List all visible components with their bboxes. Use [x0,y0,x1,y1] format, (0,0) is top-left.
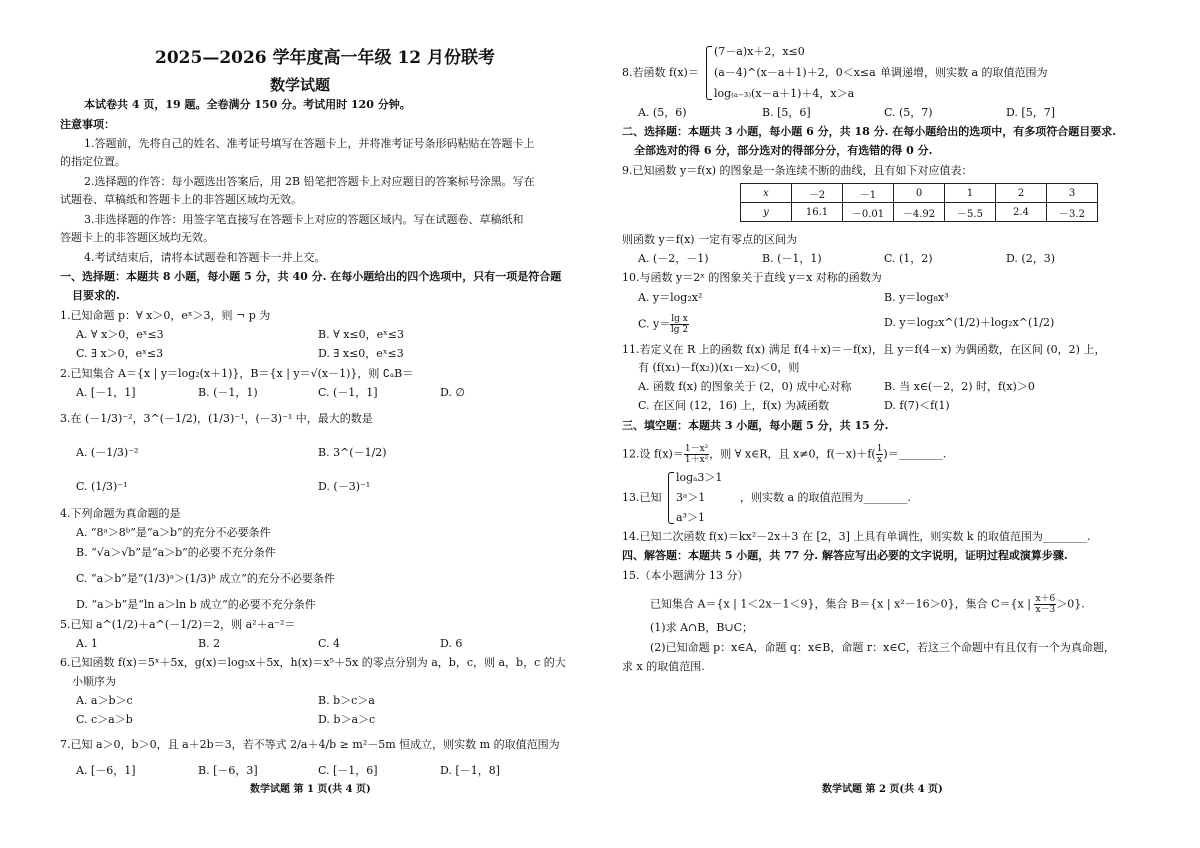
table-cell: 2 [996,184,1047,203]
table-cell: 16.1 [792,203,843,222]
system-case: logₐ3＞1 [676,471,723,484]
notice-line: 1.答题前，先将自己的姓名、准考证号填写在答题卡上，并将准考证号条形码粘贴在答题卡上 [84,137,535,150]
question-stem: 3.在 (－1/3)⁻²，3^(－1/2)，(1/3)⁻¹，(－3)⁻¹ 中，最大的数是 [60,412,373,425]
section-heading: 二、选择题：本题共 3 小题，每小题 6 分，共 18 分. 在每小题给出的选项中，有多项符合题目要求. [622,125,1117,138]
option-b: B. (－1，1) [198,386,258,399]
option-b: B. 3^(－1/2) [318,446,387,459]
option-c [638,314,689,335]
question-part: (2)已知命题 p：x∈A，命题 q：x∈B，命题 r：x∈C，若这三个命题中有且仅有一个为真命题， [650,641,1115,654]
option-c: C. [－1，6] [318,764,378,777]
table-cell: －5.5 [945,203,996,222]
option-c: C. c＞a＞b [76,713,133,726]
fraction-denominator: lg 2 [670,325,689,335]
option-c: C. (－1，1] [318,386,378,399]
option-a: A. 函数 f(x) 的图象关于 (2，0) 成中心对称 [638,380,852,393]
option-b: B. (－1，1) [762,252,822,265]
option-label: C. y＝ [638,317,671,331]
exam-subtitle: 数学试题 [270,76,331,94]
table-cell: 3 [1047,184,1098,203]
table-cell: y [741,203,792,222]
option-a: A. [－1，1] [76,386,136,399]
exam-title: 2025—2026 学年度高一年级 12 月份联考 [155,48,496,68]
option-a: A. (－2，－1) [638,252,709,265]
option-d: D. ∃ x≤0，eˣ≤3 [318,347,404,360]
notice-line: 试题卷、草稿纸和答题卡上的非答题区域均无效。 [60,193,302,206]
piecewise-case: log₍ₐ₋₃₎(x－a＋1)＋4，x＞a [714,87,855,100]
option-b: B. [－6，3] [198,764,258,777]
value-table [740,183,1098,222]
option-a: A. y＝log₂x² [638,291,703,304]
table-cell: －1 [843,184,894,203]
option-b: B. y＝log₈x³ [884,291,949,304]
notice-line: 3.非选择题的作答：用签字笔直接写在答题卡上对应的答题区域内。写在试题卷、草稿纸和 [84,213,524,226]
page-footer: 数学试题 第 2 页(共 4 页) [822,784,943,795]
option-a: A. [－6，1] [76,764,136,777]
option-c: C. ∃ x＞0，eˣ≤3 [76,347,164,360]
option-d: D. (－3)⁻¹ [318,480,371,493]
table-cell: －2 [792,184,843,203]
option-c: C. 4 [318,637,341,650]
section-heading: 四、解答题：本题共 5 小题，共 77 分. 解答应写出必要的文字说明，证明过程或演算步骤. [622,549,1068,562]
notice-line: 4.考试结束后，请将本试题卷和答题卡一并上交。 [84,251,326,264]
option-c: C. (5，7) [884,106,933,119]
question-stem-cont: 小顺序为 [72,675,116,688]
fraction-numerator: 1 [876,444,883,454]
option-a: A. 1 [76,637,98,650]
stem-text: ＞0}. [1056,597,1085,611]
fraction [670,314,689,335]
option-b: B. “√a＞√b”是“a＞b”的必要不充分条件 [76,546,276,559]
question-stem: 14.已知二次函数 f(x)＝kx²－2x＋3 在 [2，3] 上具有单调性，则实数 k 的取值范围为________. [622,530,1091,543]
fraction-numerator: 1－x² [684,444,709,454]
option-a: A. (－1/3)⁻² [76,446,139,459]
question-stem-cont: 单调递增，则实数 a 的取值范围为 [880,66,1048,79]
option-d: D. b＞a＞c [318,713,376,726]
question-stem: 1.已知命题 p：∀ x＞0，eˣ＞3，则 ¬ p 为 [60,309,271,322]
question-stem [622,444,946,465]
fraction [1034,594,1056,615]
question-stem-cont: ，则实数 a 的取值范围为________. [740,491,912,504]
option-d: D. [5，7] [1006,106,1056,119]
question-stem: 4.下列命题为真命题的是 [60,507,181,520]
table-row [741,184,1098,203]
section-heading: 目要求的. [72,289,120,302]
question-heading: 15.（本小题满分 13 分） [622,569,749,582]
question-stem-cont: 有 (f(x₁)－f(x₂))(x₁－x₂)＜0，则 [638,361,800,374]
question-stem: 5.已知 a^(1/2)＋a^(－1/2)＝2，则 a²＋a⁻²＝ [60,618,296,631]
fraction-numerator: x＋6 [1035,594,1056,604]
option-a: A. ∀ x＞0，eˣ≤3 [76,328,164,341]
fraction [684,444,709,465]
question-stem: 6.已知函数 f(x)＝5ˣ＋5x，g(x)＝log₅x＋5x，h(x)＝x⁵＋5x 的零点分别为 a，b，c，则 a，b，c 的大 [60,656,566,669]
table-cell: 0 [894,184,945,203]
table-cell: －0.01 [843,203,894,222]
option-b: B. ∀ x≤0，eˣ≤3 [318,328,405,341]
piecewise-case: (7－a)x＋2，x≤0 [714,45,805,58]
option-b: B. 2 [198,637,221,650]
question-stem: 13.已知 [622,491,662,504]
piecewise-brace [706,46,712,100]
option-d: D. [－1，8] [440,764,501,777]
question-stem: 7.已知 a＞0，b＞0，且 a＋2b＝3，若不等式 2/a＋4/b ≥ m²－5m 恒成立，则实数 m 的取值范围为 [60,738,560,751]
section-heading: 全部选对的得 6 分，部分选对的得部分分，有选错的得 0 分. [634,144,933,157]
option-b: B. b＞c＞a [318,694,375,707]
fraction-denominator: x [877,455,883,465]
section-heading: 三、填空题：本题共 3 小题，每小题 5 分，共 15 分. [622,419,889,432]
question-stem: 2.已知集合 A＝{x | y＝log₂(x＋1)}，B＝{x | y＝√(x－1)}，则 ∁ₐB＝ [60,367,414,380]
section-heading: 一、选择题：本题共 8 小题，每小题 5 分，共 40 分. 在每小题给出的四个选项中，只有一项是符合题 [60,270,562,283]
question-part: (1)求 A∩B，B∪C； [650,621,754,634]
option-c: C. 在区间 (12，16) 上，f(x) 为减函数 [638,399,829,412]
system-brace [668,472,674,524]
question-stem: 11.若定义在 R 上的函数 f(x) 满足 f(4＋x)＝－f(x)，且 y＝f(4－x) 为偶函数，在区间 (0，2) 上， [622,343,1106,356]
stem-text: )＝________. [883,447,947,461]
option-a: A. “8ᵃ＞8ᵇ”是“a＞b”的充分不必要条件 [76,526,271,539]
piecewise-case: (a－4)^(x－a＋1)＋2，0＜x≤a [714,66,876,79]
notice-line: 2.选择题的作答：每小题选出答案后，用 2B 铅笔把答题卡上对应题目的答案标号涂黑。写在 [84,175,535,188]
notice-line: 答题卡上的非答题区域均无效。 [60,231,214,244]
option-d: D. ∅ [440,386,466,399]
option-d: D. (2，3) [1006,252,1056,265]
table-cell: －4.92 [894,203,945,222]
fraction-denominator: x－3 [1035,605,1056,615]
question-part: 求 x 的取值范围. [622,660,705,673]
system-case: 3ᵃ＞1 [676,491,706,504]
question-stem [650,594,1085,615]
question-stem: 10.与函数 y＝2ˣ 的图象关于直线 y＝x 对称的函数为 [622,271,882,284]
question-stem-cont: 则函数 y＝f(x) 一定有零点的区间为 [622,233,798,246]
option-b: B. 当 x∈(－2，2) 时，f(x)＞0 [884,380,1035,393]
notice-line: 的指定位置。 [60,155,126,168]
stem-text: 已知集合 A＝{x | 1＜2x－1＜9}，集合 B＝{x | x²－16＞0}，集合 C＝{x | [650,597,1035,611]
notice-heading: 注意事项： [60,118,115,131]
option-c: C. (1，2) [884,252,933,265]
fraction-denominator: 1＋x² [684,455,709,465]
option-a: A. a＞b＞c [76,694,133,707]
question-stem: 9.已知函数 y＝f(x) 的图象是一条连续不断的曲线，且有如下对应值表： [622,164,973,177]
table-cell: x [741,184,792,203]
option-a: A. (5，6) [638,106,687,119]
option-c: C. (1/3)⁻¹ [76,480,128,493]
option-d: D. “a＞b”是“ln a＞ln b 成立”的必要不充分条件 [76,598,316,611]
stem-text: ，则 ∀ x∈R，且 x≠0，f(－x)＋f( [709,447,876,461]
option-d: D. f(7)＜f(1) [884,399,950,412]
option-d: D. 6 [440,637,463,650]
option-b: B. [5，6] [762,106,811,119]
table-row [741,203,1098,222]
option-c: C. “a＞b”是“(1/3)ᵃ＞(1/3)ᵇ 成立”的充分不必要条件 [76,572,335,585]
table-cell: －3.2 [1047,203,1098,222]
exam-intro: 本试卷共 4 页，19 题。全卷满分 150 分。考试用时 120 分钟。 [84,98,411,111]
system-case: a³＞1 [676,511,705,524]
table-cell: 1 [945,184,996,203]
table-cell: 2.4 [996,203,1047,222]
question-stem: 8.若函数 f(x)＝ [622,66,699,79]
fraction-numerator: lg x [671,314,688,324]
page-footer: 数学试题 第 1 页(共 4 页) [250,784,371,795]
stem-text: 12.设 f(x)＝ [622,447,684,461]
option-d: D. y＝log₂x^(1/2)＋log₂x^(1/2) [884,316,1055,329]
